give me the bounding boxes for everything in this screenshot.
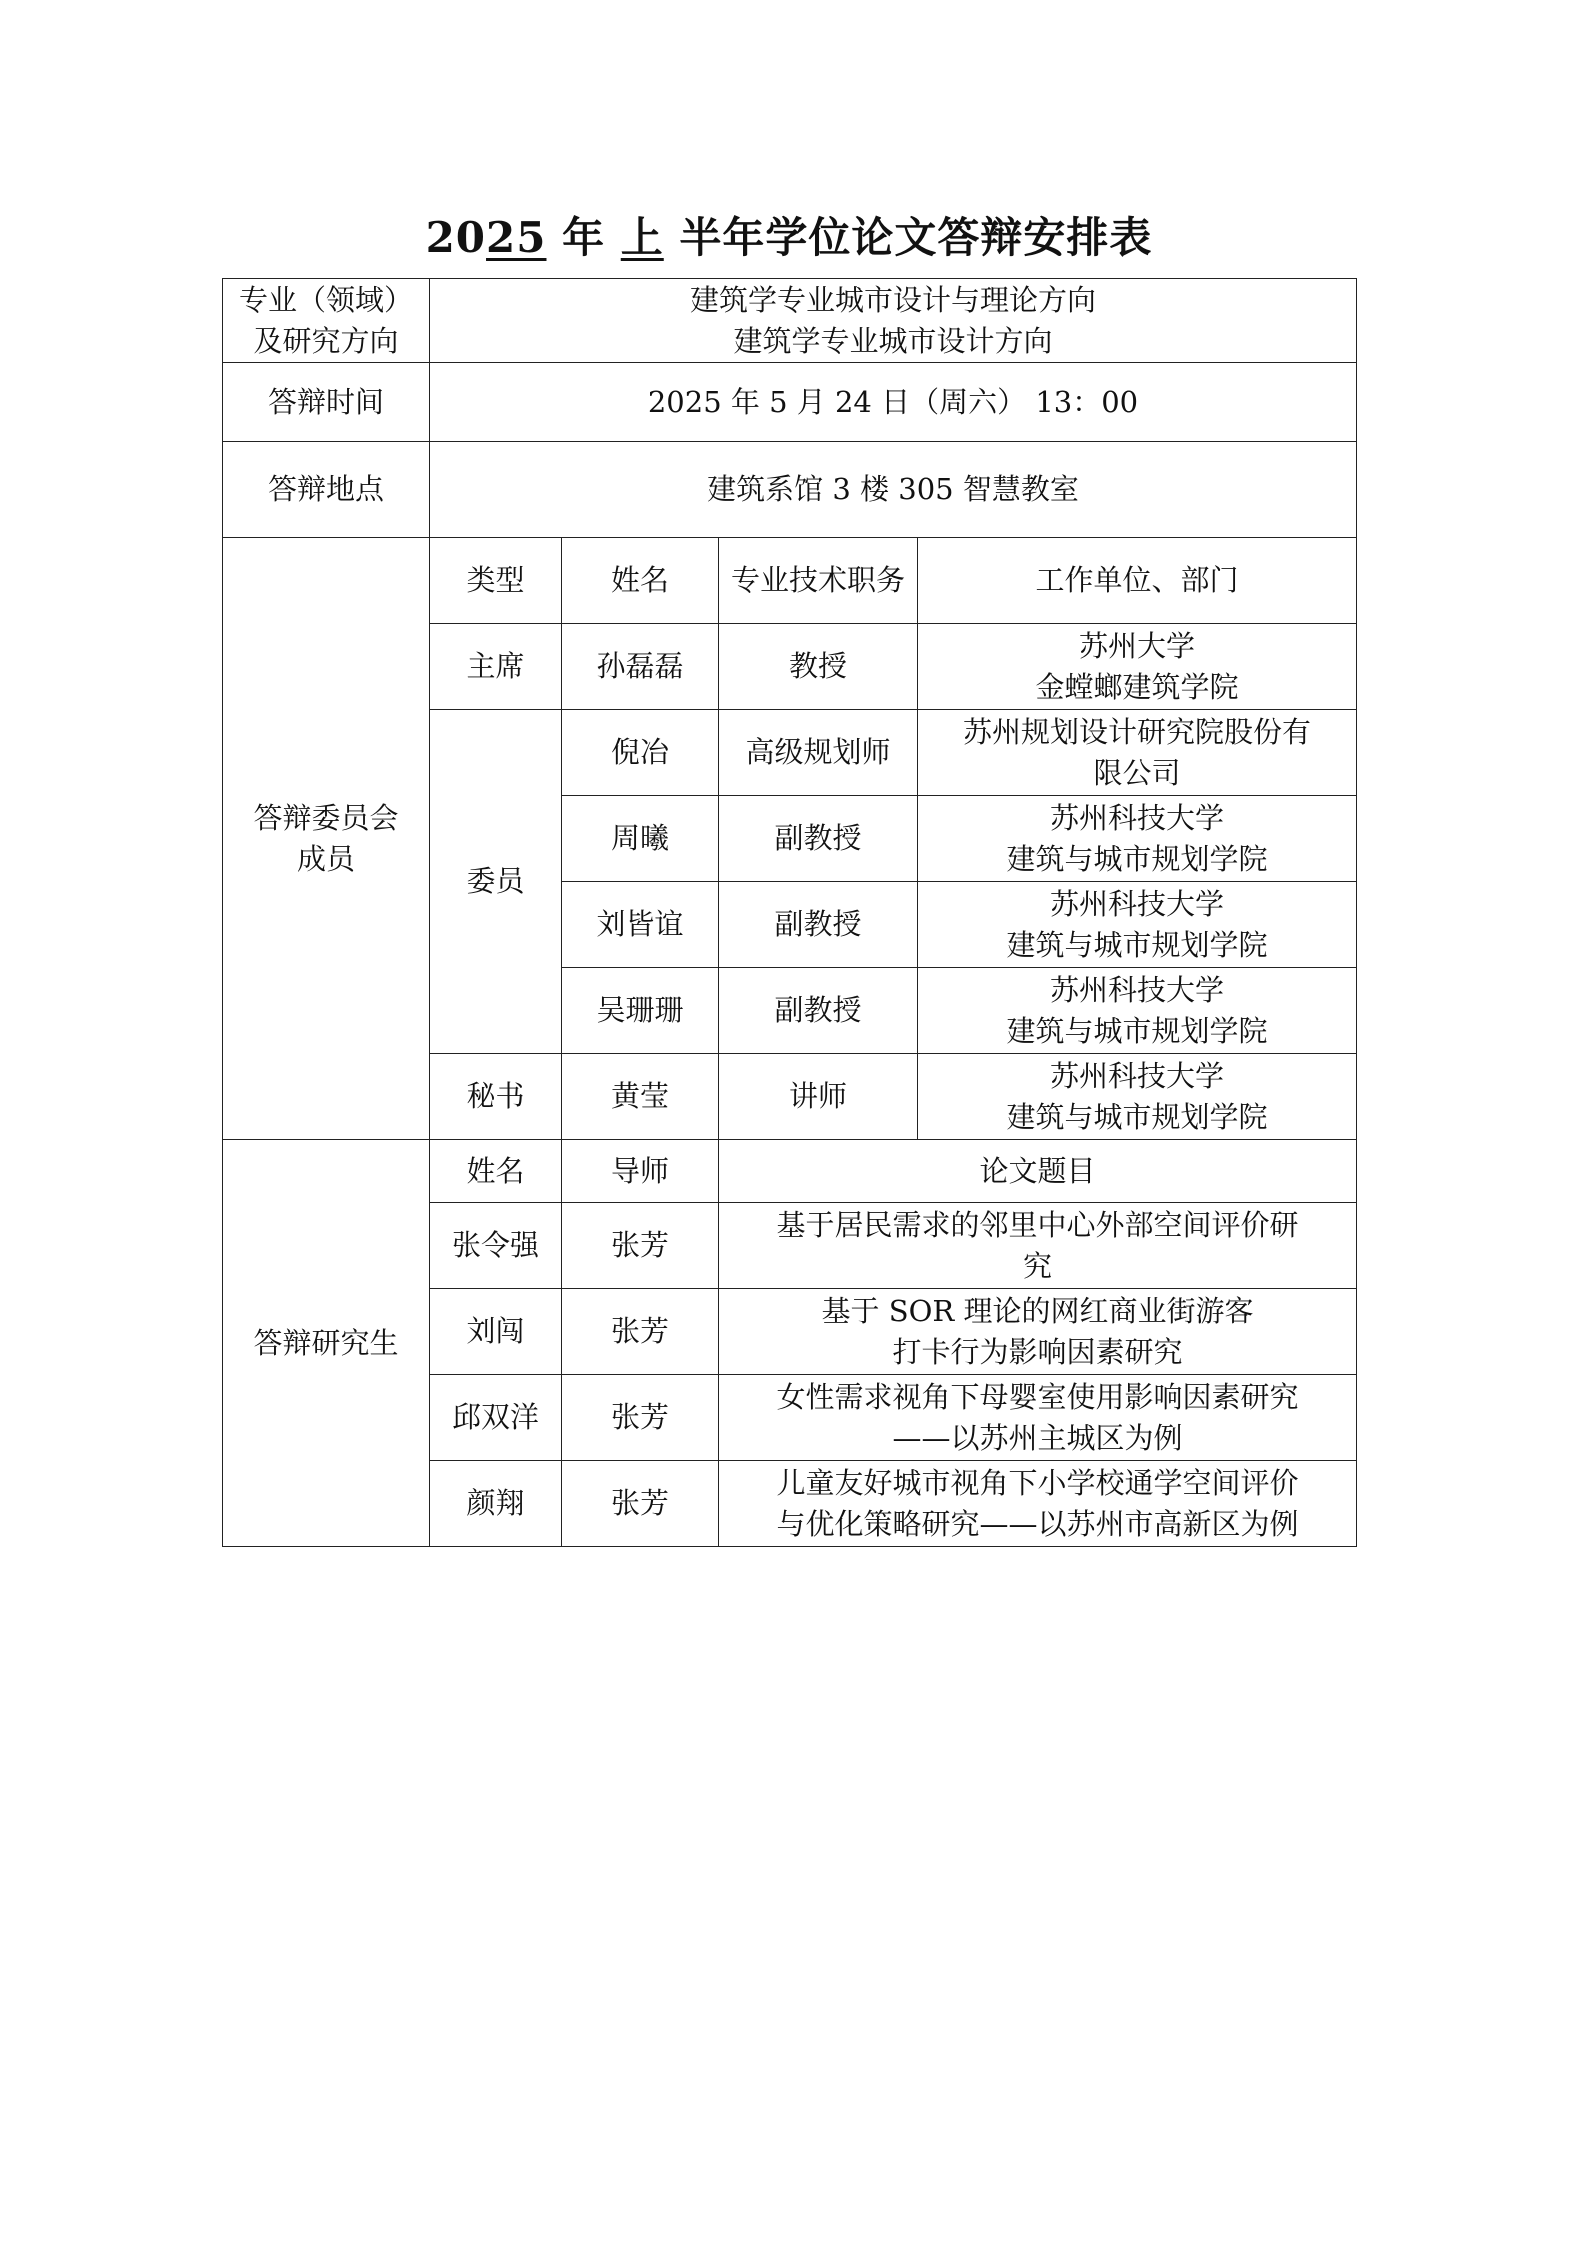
unit-line: 建筑与城市规划学院: [1006, 1099, 1268, 1134]
members-type: 委员: [430, 710, 562, 1054]
chair-type: 主席: [430, 624, 562, 710]
student-topic: [719, 1461, 1357, 1547]
page-title: [222, 205, 1356, 265]
major-value-line: 建筑学专业城市设计方向: [733, 323, 1053, 358]
title-year-suffix: 25: [486, 213, 547, 262]
title-year-char: 年: [562, 213, 606, 262]
header-unit: 工作单位、部门: [918, 538, 1357, 624]
secretary-unit: [918, 1054, 1357, 1140]
unit-line: 苏州科技大学: [1050, 800, 1225, 835]
secretary-name: 黄莹: [562, 1054, 719, 1140]
unit-line: 建筑与城市规划学院: [1006, 1013, 1268, 1048]
title-year-prefix: 20: [425, 213, 487, 262]
defense-schedule-table: [222, 278, 1357, 1547]
student-topic: [719, 1375, 1357, 1461]
committee-header-row: [223, 538, 1357, 624]
student-header-advisor: 导师: [562, 1140, 719, 1203]
topic-line: 基于居民需求的邻里中心外部空间评价研: [776, 1207, 1299, 1242]
major-row: [223, 279, 1357, 363]
title-rest: 半年学位论文答辩安排表: [679, 213, 1153, 262]
topic-line: 究: [1023, 1248, 1053, 1283]
topic-line: 与优化策略研究——以苏州市高新区为例: [776, 1506, 1299, 1541]
unit-line: 金螳螂建筑学院: [1035, 669, 1239, 704]
major-value-line: 建筑学专业城市设计与理论方向: [690, 282, 1097, 317]
secretary-type: 秘书: [430, 1054, 562, 1140]
unit-line: 苏州科技大学: [1050, 886, 1225, 921]
student-name: 邱双洋: [430, 1375, 562, 1461]
member-title: 高级规划师: [719, 710, 918, 796]
committee-label-line: 答辩委员会: [253, 800, 399, 835]
students-header-row: [223, 1140, 1357, 1203]
chair-unit: [918, 624, 1357, 710]
major-value: [430, 279, 1357, 363]
title-half: 上: [620, 213, 664, 262]
time-row: [223, 363, 1357, 442]
time-value: 2025 年 5 月 24 日（周六） 13：00: [430, 363, 1357, 442]
committee-label-line: 成员: [296, 841, 355, 876]
member-title: 副教授: [719, 796, 918, 882]
member-unit: [918, 968, 1357, 1054]
topic-line: ——以苏州主城区为例: [892, 1420, 1183, 1455]
major-label-line: 及研究方向: [253, 323, 399, 358]
secretary-title: 讲师: [719, 1054, 918, 1140]
place-value: 建筑系馆 3 楼 305 智慧教室: [430, 442, 1357, 538]
member-name: 倪冶: [562, 710, 719, 796]
topic-line: 儿童友好城市视角下小学校通学空间评价: [776, 1465, 1299, 1500]
student-topic: [719, 1289, 1357, 1375]
unit-line: 限公司: [1093, 755, 1181, 790]
place-row: [223, 442, 1357, 538]
place-label: 答辩地点: [223, 442, 430, 538]
student-topic: [719, 1203, 1357, 1289]
student-header-topic: 论文题目: [719, 1140, 1357, 1203]
header-type: 类型: [430, 538, 562, 624]
chair-name: 孙磊磊: [562, 624, 719, 710]
member-unit: [918, 882, 1357, 968]
member-title: 副教授: [719, 968, 918, 1054]
member-name: 周曦: [562, 796, 719, 882]
student-advisor: 张芳: [562, 1461, 719, 1547]
student-name: 颜翔: [430, 1461, 562, 1547]
topic-line: 基于 SOR 理论的网红商业街游客: [821, 1293, 1254, 1328]
major-label-line: 专业（领域）: [238, 282, 413, 317]
student-header-name: 姓名: [430, 1140, 562, 1203]
topic-line: 打卡行为影响因素研究: [892, 1334, 1183, 1369]
unit-line: 建筑与城市规划学院: [1006, 841, 1268, 876]
unit-line: 苏州大学: [1079, 628, 1196, 663]
header-title: 专业技术职务: [719, 538, 918, 624]
unit-line: 苏州科技大学: [1050, 1058, 1225, 1093]
student-advisor: 张芳: [562, 1375, 719, 1461]
topic-line: 女性需求视角下母婴室使用影响因素研究: [776, 1379, 1299, 1414]
student-name: 刘闯: [430, 1289, 562, 1375]
member-unit: [918, 710, 1357, 796]
member-name: 吴珊珊: [562, 968, 719, 1054]
member-title: 副教授: [719, 882, 918, 968]
committee-label: [223, 538, 430, 1140]
student-advisor: 张芳: [562, 1203, 719, 1289]
header-name: 姓名: [562, 538, 719, 624]
chair-title: 教授: [719, 624, 918, 710]
student-name: 张令强: [430, 1203, 562, 1289]
member-name: 刘皆谊: [562, 882, 719, 968]
unit-line: 苏州规划设计研究院股份有: [963, 714, 1312, 749]
unit-line: 建筑与城市规划学院: [1006, 927, 1268, 962]
student-advisor: 张芳: [562, 1289, 719, 1375]
unit-line: 苏州科技大学: [1050, 972, 1225, 1007]
students-label: 答辩研究生: [223, 1140, 430, 1547]
member-unit: [918, 796, 1357, 882]
time-label: 答辩时间: [223, 363, 430, 442]
major-label: [223, 279, 430, 363]
